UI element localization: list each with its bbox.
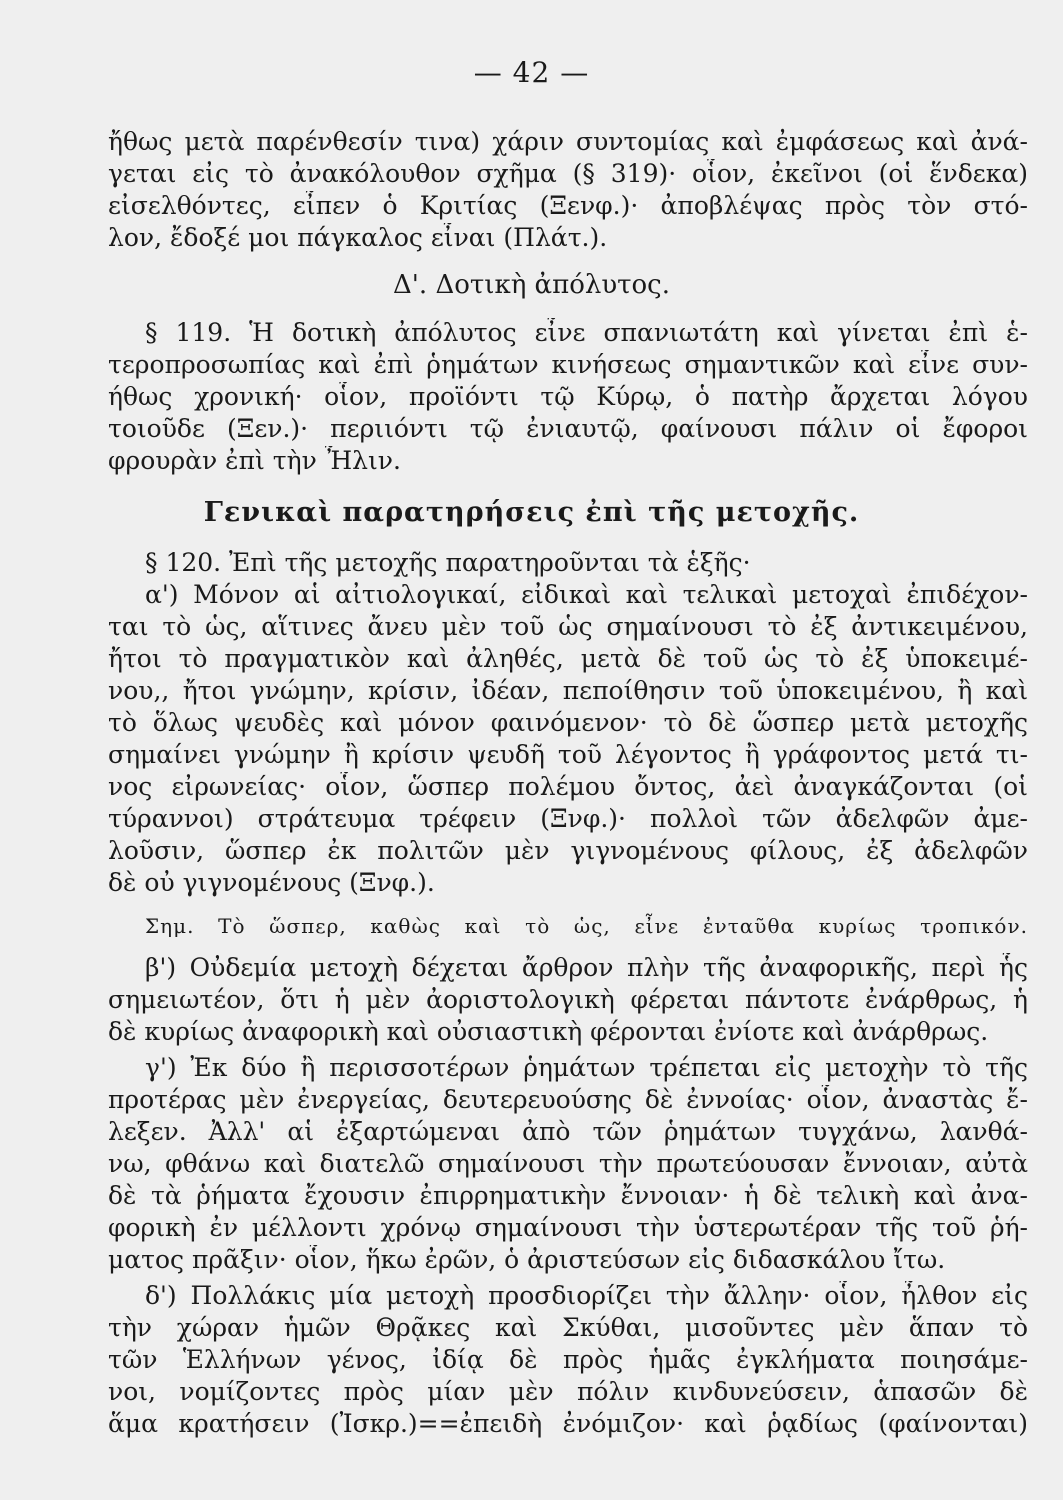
text-line: λοῦσιν, ὥσπερ ἐκ πολιτῶν μὲν γιγνομένους φίλους, ἐξ ἀδελφῶν <box>108 836 1028 865</box>
text-line: τεροπροσωπίας καὶ ἐπὶ ῥημάτων κινήσεως σημαντικῶν καὶ εἶνε συν- <box>108 350 1028 379</box>
text-line: λεξεν. Ἀλλ' αἱ ἐξαρτώμεναι ἀπὸ τῶν ῥημάτων τυγχάνω, λανθά- <box>108 1117 1028 1146</box>
text-line: δὲ κυρίως ἀναφορικὴ καὶ οὐσιαστικὴ φέρονται ἐνίοτε καὶ ἀνάρθρως. <box>108 1017 989 1046</box>
text-line: τῶν Ἑλλήνων γένος, ἰδίᾳ δὲ πρὸς ἡμᾶς ἐγκλήματα ποιησάμε- <box>108 1345 1028 1374</box>
text-line: νω, φθάνω καὶ διατελῶ σημαίνουσι τὴν πρωτεύουσαν ἔννοιαν, αὐτὰ <box>108 1149 1028 1178</box>
text-line: τοιοῦδε (Ξεν.)· περιιόντι τῷ ἐνιαυτῷ, φαίνουσι πάλιν οἱ ἔφοροι <box>108 414 1028 443</box>
text-line: § 119. Ἡ δοτικὴ ἀπόλυτος εἶνε σπανιωτάτη καὶ γίνεται ἐπὶ ἑ- <box>145 318 1028 347</box>
text-line: εἰσελθόντες, εἶπεν ὁ Κριτίας (Ξενφ.)· ἀποβλέψας πρὸς τὸν στό- <box>108 191 1028 220</box>
text-line: προτέρας μὲν ἐνεργείας, δευτερευούσης δὲ ἐννοίας· οἷον, ἀναστὰς ἔ- <box>108 1085 1028 1114</box>
text-line: λον, ἔδοξέ μοι πάγκαλος εἶναι (Πλάτ.). <box>108 223 608 252</box>
text-line: γ') Ἐκ δύο ἢ περισσοτέρων ῥημάτων τρέπεται εἰς μετοχὴν τὸ τῆς <box>145 1053 1028 1082</box>
text-line: νος εἰρωνείας· οἷον, ὥσπερ πολέμου ὄντος, ἀεὶ ἀναγκάζονται (οἱ <box>108 772 1028 801</box>
note-line: Σημ. Τὸ ὥσπερ, καθὼς καὶ τὸ ὡς, εἶνε ἐνταῦθα κυρίως τροπικόν. <box>145 914 1028 938</box>
text-line: α') Μόνον αἱ αἰτιολογικαί, εἰδικαὶ καὶ τελικαὶ μετοχαὶ ἐπιδέχον- <box>145 580 1028 609</box>
text-line: τύραννοι) στράτευμα τρέφειν (Ξνφ.)· πολλοὶ τῶν ἀδελφῶν ἀμε- <box>108 804 1028 833</box>
section-heading-dative: Δ'. Δοτικὴ ἀπόλυτος. <box>393 270 670 300</box>
text-line: ἤτοι τὸ πραγματικὸν καὶ ἀληθές, μετὰ δὲ τοῦ ὡς τὸ ἐξ ὑποκειμέ- <box>108 644 1028 673</box>
text-line: φορικὴ ἐν μέλλοντι χρόνῳ σημαίνουσι τὴν ὑστερωτέραν τῆς τοῦ ῥή- <box>108 1213 1028 1242</box>
text-line: ματος πρᾶξιν· οἷον, ἥκω ἐρῶν, ὁ ἀριστεύσων εἰς διδασκάλου ἴτω. <box>108 1245 946 1274</box>
text-line: τὸ ὅλως ψευδὲς καὶ μόνον φαινόμενον· τὸ δὲ ὥσπερ μετὰ μετοχῆς <box>108 708 1028 737</box>
text-line: § 120. Ἐπὶ τῆς μετοχῆς παρατηροῦνται τὰ ἑξῆς· <box>145 548 751 577</box>
text-line: δὲ τὰ ῥήματα ἔχουσιν ἐπιρρηματικὴν ἔννοιαν· ἡ δὲ τελικὴ καὶ ἀνα- <box>108 1181 1028 1210</box>
text-line: σημειωτέον, ὅτι ἡ μὲν ἀοριστολογικὴ φέρεται πάντοτε ἐνάρθρως, ἡ <box>108 985 1028 1014</box>
text-line: φρουρὰν ἐπὶ τὴν Ἦλιν. <box>108 446 401 475</box>
text-line: τὴν χώραν ἡμῶν Θρᾷκες καὶ Σκύθαι, μισοῦντες μὲν ἅπαν τὸ <box>108 1313 1028 1342</box>
text-line: γεται εἰς τὸ ἀνακόλουθον σχῆμα (§ 319)· οἷον, ἐκεῖνοι (οἱ ἕνδεκα) <box>108 159 1028 188</box>
text-line: ήθως χρονική· οἷον, προϊόντι τῷ Κύρῳ, ὁ πατὴρ ἄρχεται λόγου <box>108 382 1028 411</box>
text-line: νου,, ἤτοι γνώμην, κρίσιν, ἰδέαν, πεποίθησιν τοῦ ὑποκειμένου, ἢ καὶ <box>108 676 1028 705</box>
text-line: δὲ οὐ γιγνομένους (Ξνφ.). <box>108 868 435 897</box>
text-line: σημαίνει γνώμην ἢ κρίσιν ψευδῆ τοῦ λέγοντος ἢ γράφοντος μετά τι- <box>108 740 1028 769</box>
text-line: ται τὸ ὡς, αἵτινες ἄνευ μὲν τοῦ ὡς σημαίνουσι τὸ ἐξ ἀντικειμένου, <box>108 612 1028 641</box>
text-line: ἤθως μετὰ παρένθεσίν τινα) χάριν συντομίας καὶ ἐμφάσεως καὶ ἀνά- <box>108 127 1028 156</box>
page-number: — 42 — <box>473 56 590 89</box>
text-line: β') Οὐδεμία μετοχὴ δέχεται ἄρθρον πλὴν τῆς ἀναφορικῆς, περὶ ἧς <box>145 953 1028 982</box>
text-line: ἅμα κρατήσειν (Ἰσκρ.)==ἐπειδὴ ἐνόμιζον· καὶ ῥᾳδίως (φαίνονται) <box>108 1409 1028 1438</box>
text-line: νοι, νομίζοντες πρὸς μίαν μὲν πόλιν κινδυνεύσειν, ἁπασῶν δὲ <box>108 1377 1028 1406</box>
text-line: δ') Πολλάκις μία μετοχὴ προσδιορίζει τὴν ἄλλην· οἷον, ἦλθον εἰς <box>145 1281 1028 1310</box>
section-heading-participle: Γενικαὶ παρατηρήσεις ἐπὶ τῆς μετοχῆς. <box>203 497 860 528</box>
